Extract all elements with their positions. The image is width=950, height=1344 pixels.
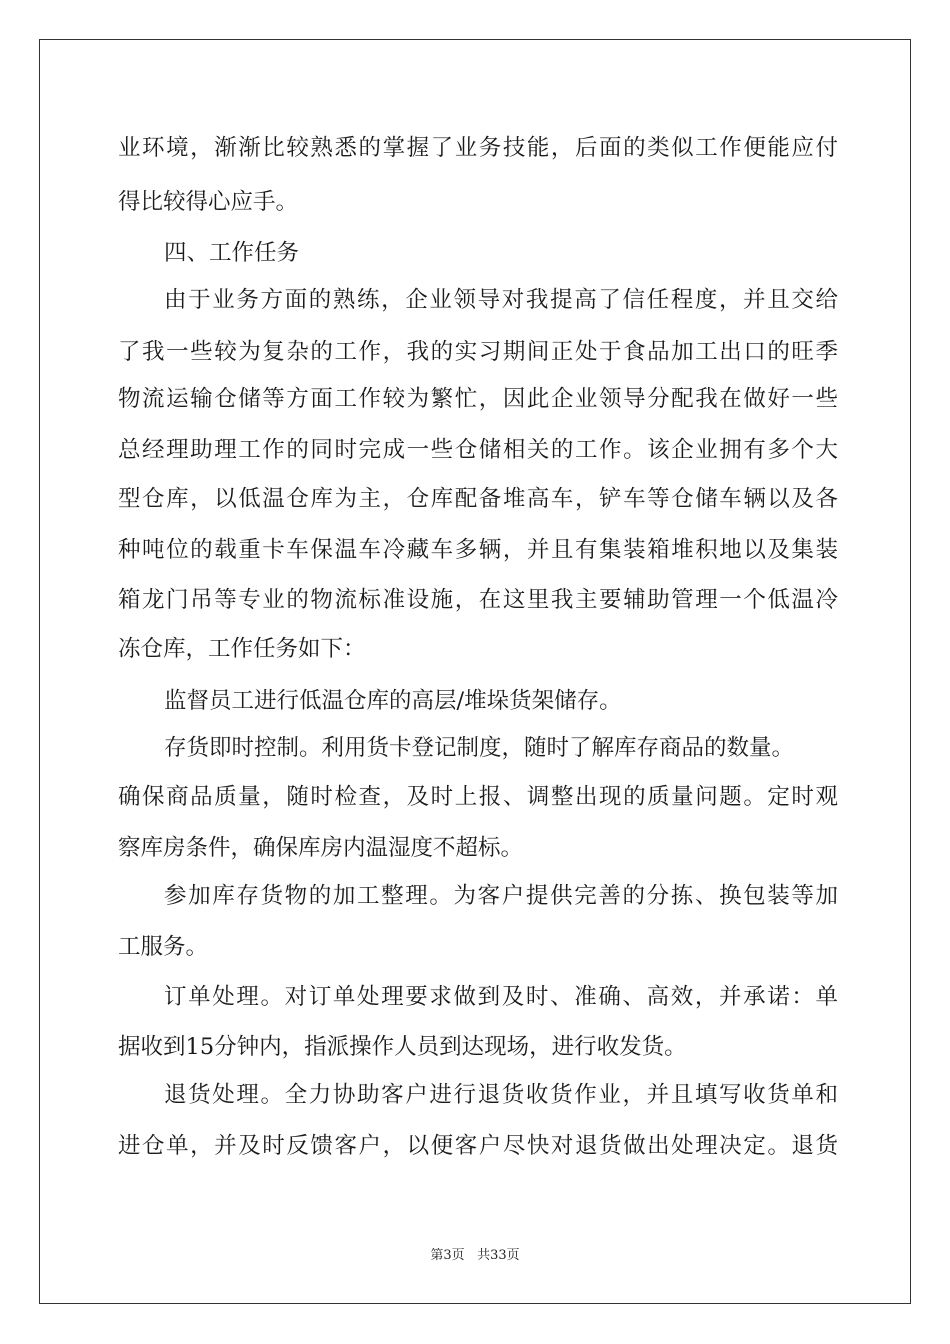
paragraph-first-line: 由于业务方面的熟练，企业领导对我提高了信任程度，并且交给 xyxy=(164,287,838,313)
text-line: 物流运输仓储等方面工作较为繁忙，因此企业领导分配我在做好一些 xyxy=(118,386,838,412)
text-line: 进仓单，并及时反馈客户，以便客户尽快对退货做出处理决定。退货 xyxy=(118,1133,838,1159)
text-line: 总经理助理工作的同时完成一些仓储相关的工作。该企业拥有多个大 xyxy=(118,437,838,463)
text-line: 型仓库，以低温仓库为主，仓库配备堆高车，铲车等仓储车辆以及各 xyxy=(118,486,838,512)
text-line: 察库房条件，确保库房内温湿度不超标。 xyxy=(118,835,524,861)
paragraph-first-line: 存货即时控制。利用货卡登记制度，随时了解库存商品的数量。 xyxy=(164,735,795,761)
page-footer xyxy=(0,1247,950,1265)
text-line: 箱龙门吊等专业的物流标准设施，在这里我主要辅助管理一个低温冷 xyxy=(118,587,838,613)
paragraph-first-line: 退货处理。全力协助客户进行退货收货作业，并且填写收货单和 xyxy=(164,1082,838,1108)
paragraph-first-line: 订单处理。对订单处理要求做到及时、准确、高效，并承诺：单 xyxy=(164,984,838,1010)
page-border xyxy=(39,39,911,1304)
section-heading: 四、工作任务 xyxy=(164,240,300,266)
paragraph-first-line: 参加库存货物的加工整理。为客户提供完善的分拣、换包装等加 xyxy=(164,883,838,909)
page-number: 第3页 xyxy=(430,1248,465,1263)
text-line: 据收到15分钟内，指派操作人员到达现场，进行收发货。 xyxy=(118,1034,687,1060)
text-line: 工服务。 xyxy=(118,934,209,960)
text-line: 了我一些较为复杂的工作，我的实习期间正处于食品加工出口的旺季 xyxy=(118,339,838,365)
text-line: 种吨位的载重卡车保温车冷藏车多辆，并且有集装箱堆积地以及集装 xyxy=(118,537,838,563)
text-line: 得比较得心应手。 xyxy=(118,189,299,215)
text-line: 确保商品质量，随时检查，及时上报、调整出现的质量问题。定时观 xyxy=(118,784,838,810)
page-total: 共33页 xyxy=(477,1248,520,1263)
paragraph-first-line: 监督员工进行低温仓库的高层/堆垛货架储存。 xyxy=(164,688,622,714)
text-line: 业环境，渐渐比较熟悉的掌握了业务技能，后面的类似工作便能应付 xyxy=(118,135,838,161)
text-line: 冻仓库，工作任务如下： xyxy=(118,636,366,662)
